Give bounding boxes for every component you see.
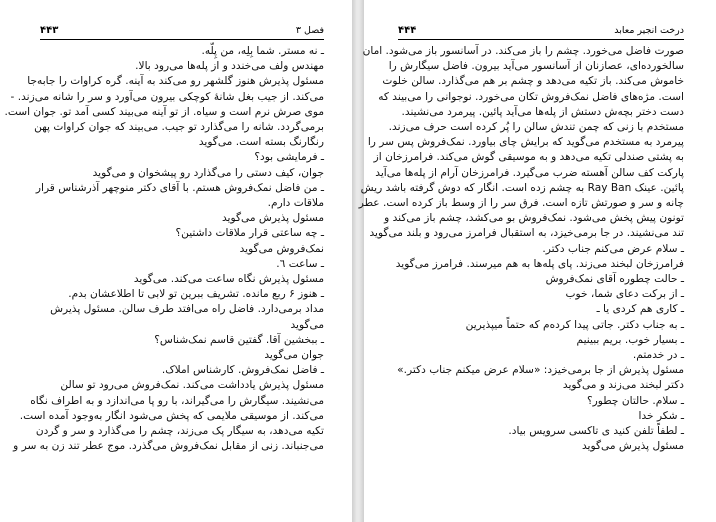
text-line: سالخورده‌ای، عصازنان از آسانسور می‌آید بیرون. فاضل سیگارش را	[388, 60, 684, 73]
text-line: تونون پیش پخش می‌شود. نمک‌فروش بو می‌کشد، چشم باز می‌کند و	[384, 212, 684, 225]
text-line: دکتر لبخند می‌زند و می‌گوید	[562, 379, 684, 392]
text-line: ـ فرمایشی بود؟	[254, 151, 324, 164]
text-line: ـ از برکت دعای شما، خوب	[565, 288, 684, 301]
text-line: ملاقات دارم.	[267, 197, 324, 210]
left-page-number: ۴۴۳	[40, 25, 59, 36]
text-line: خاموش می‌کند. باز تکیه می‌دهد و چشم بر هم می‌گذارد. سالن خلوت	[382, 75, 684, 88]
text-line: ـ در خدمتم.	[632, 349, 684, 362]
text-line: موی صرش نرم است و سیاه. از تو آینه می‌بیند کسی آمد تو. جوان است.	[4, 105, 324, 118]
left-page	[0, 0, 352, 522]
left-running-head	[40, 25, 324, 40]
text-line: می‌گوید	[290, 318, 324, 331]
text-line: پارکت کف سالن آهسته ضرب می‌گیرد. فرامرزخان آرام از پله‌ها می‌آید	[375, 166, 684, 179]
text-line: ـ فاضل نمک‌فروش. کارشناس املاک.	[161, 364, 324, 377]
text-line: ـ به جناب دکتر. جاتی پیدا کرده‌م که حتماً میپذیرین	[465, 318, 684, 331]
text-line: مسئول پذیرش می‌گوید	[582, 440, 684, 453]
text-line: تکیه می‌دهد، به سیگار پک می‌زند، چشم را می‌گذارد و سر و گردن	[35, 425, 324, 438]
text-line: ـ ببخشین آقا. گفتین قاسم نمک‌شناس؟	[154, 333, 324, 346]
left-running-title: فصل ۳	[295, 25, 324, 36]
text-line: فرامرزخان لبخند می‌زند. پای پله‌ها به هم میرسند. فرامرز می‌گوید	[395, 257, 684, 270]
text-line: تند می‌نشیند. در جا برمی‌خیزد، به استقبال فرامرز می‌رود و بلند می‌گوید	[369, 227, 684, 240]
text-line: به پشتی صندلی تکیه می‌دهد و به موسیقی گوش می‌کند. فرامرزخان از	[373, 151, 684, 164]
text-line: مسئول پذیرش از جا برمی‌خیزد: «سلام عرض میکنم جناب دکتر.»	[397, 364, 684, 377]
text-line: مسئول پذیرش می‌گوید	[222, 212, 324, 225]
book-gutter	[352, 0, 364, 522]
right-page-number: ۴۴۴	[398, 25, 417, 36]
text-line: پیرمرد به مستخدم می‌گوید که برایش چای بیاورد. نمک‌فروش پس سر را	[367, 136, 684, 149]
text-line: رنگارنگ بسته است. می‌گوید	[198, 136, 324, 149]
text-line: مسئول پذیرش هنوز گلشهر رو می‌کند به آینه. گره کراوات را جابه‌جا	[27, 75, 324, 88]
text-line: ـ نه مستر. شما بِلِه، من پِلّه.	[201, 45, 324, 57]
text-line: ـ کاری هم کردی یا ـ	[596, 303, 684, 316]
text-line: می‌کند. از موسیقی ملایمی که پخش می‌شود انگار به‌وجود آمده است.	[19, 409, 324, 422]
text-line: ـ لطفاً تلفن کنید ی تاکسی سرویس بیاد.	[508, 425, 684, 438]
text-line: جوان می‌گوید	[264, 349, 324, 362]
text-line: می‌کند. از جیب بغل شانهٔ کوچکی بیرون می‌آورد و سر را شانه می‌زند. -	[10, 90, 324, 103]
text-line: برمی‌گردد. شانه را می‌گذارد تو جیب. می‌بیند که جوان کراوات پهن	[34, 121, 324, 134]
right-page	[358, 0, 716, 522]
text-line: ـ ساعت ٦.	[276, 257, 324, 270]
text-line: ـ چه ساعتی قرار ملاقات داشتین؟	[175, 227, 324, 240]
text-line: است. مژه‌های فاضل نمک‌فروش تکان می‌خورد. نوجوانی را می‌بیند که	[378, 90, 684, 103]
text-line: دست دختر بچه‌ش دستش از پله‌ها می‌آید پائین. پیرمرد می‌نشیند.	[401, 105, 684, 118]
text-line: مهندس ولف می‌خندد و از پله‌ها می‌رود بالا.	[135, 60, 324, 73]
text-line: می‌جنباند. زنی از مقابل نمک‌فروش می‌گذرد. موج عطر تند زن به سر و	[13, 440, 324, 453]
text-line: نمک‌فروش می‌گوید	[239, 242, 324, 255]
text-line: ـ بسیار خوب. بریم ببینیم	[576, 333, 684, 346]
right-running-title: درخت انجیر معابد	[614, 25, 684, 36]
text-line: ـ شکر خدا	[638, 409, 684, 422]
text-line: مداد برمی‌دارد. فاضل راه می‌افتد طرف سالن. مسئول پذیرش	[50, 303, 324, 316]
text-line: ـ من فاضل نمک‌فروش هستم. با آقای دکتر منوچهر آذرشناس قرار	[35, 181, 324, 194]
text-line: می‌نشیند. سیگارش را می‌گیراند، با رو پا می‌اندازد و به اطراف نگاه	[30, 394, 324, 407]
text-line: ـ هنوز ۶ ربع مانده. تشریف ببرین تو لابی تا اطلاعشان بدم.	[68, 288, 324, 301]
left-body-text	[4, 44, 324, 454]
text-line: جوان، کیف دستی را می‌گذارد رو پیشخوان و می‌گوید	[92, 166, 324, 179]
text-line: ـ سلام عرض می‌کنم جناب دکتر.	[542, 242, 684, 255]
right-body-text	[358, 44, 684, 454]
text-line: چانه و سر و صورتش تازه است. فرق سر را از وسط باز کرده است. عطر	[358, 197, 684, 210]
right-running-head	[398, 25, 684, 40]
text-line: مستخدم با زنی که چمن تندش سالن را پُر کرده است حرف می‌زند.	[388, 121, 684, 134]
text-line: مسئول پذیرش یادداشت می‌کند. نمک‌فروش می‌رود تو سالن	[60, 379, 324, 392]
text-line: صورت فاضل می‌خورد. چشم را باز می‌کند. در آسانسور باز می‌شود. امان	[362, 45, 684, 57]
text-line: پائین. عینک Ray Ban به چشم زده است. انگار که دوش گرفته باشد ریش	[360, 181, 684, 194]
text-line: مسئول پذیرش نگاه ساعت می‌کند. می‌گوید	[133, 273, 324, 286]
text-line: ـ حالت چطوره آقای نمک‌فروش	[545, 273, 684, 286]
text-line: ـ سلام. حالتان چطور؟	[587, 394, 684, 407]
